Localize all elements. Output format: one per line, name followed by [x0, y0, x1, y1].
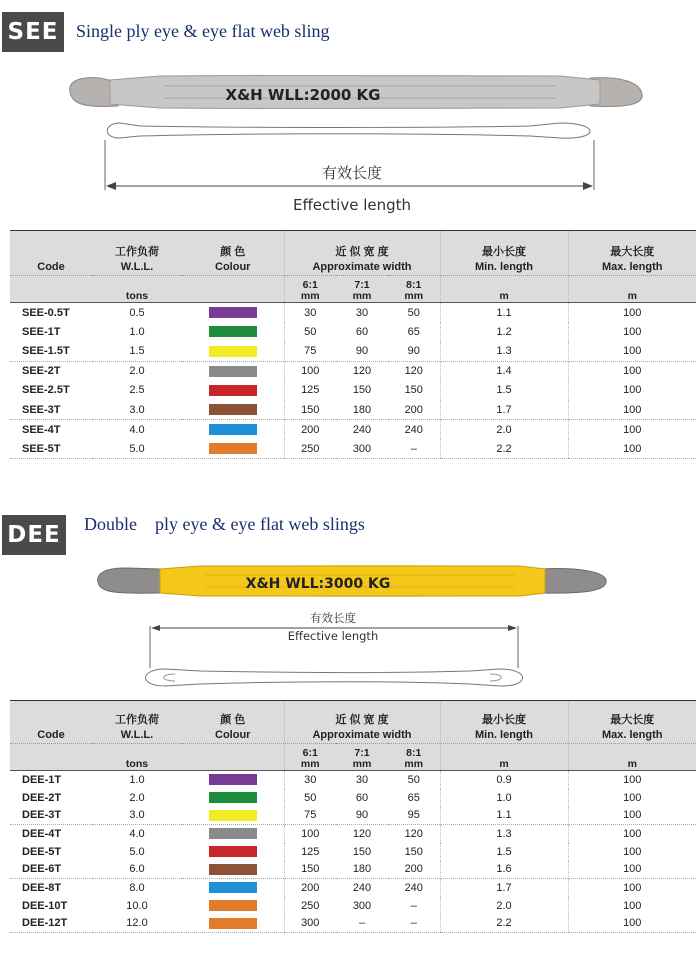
colour-cell: [182, 439, 284, 459]
min-length-cell: 1.3: [440, 825, 568, 843]
colour-swatch: [209, 443, 257, 454]
colour-swatch: [209, 424, 257, 435]
wll-cell: 3.0: [129, 809, 145, 822]
wll-cell: 1.0: [92, 771, 182, 789]
colour-swatch: [209, 792, 257, 803]
max-length-cell: 100: [568, 789, 696, 807]
colour-swatch: [209, 346, 257, 357]
header-width: 近 似 宽 度 Approximate width: [284, 701, 440, 744]
table-row: [10, 381, 696, 401]
max-length-cell: 100: [568, 439, 696, 459]
max-length-cell: 100: [568, 322, 696, 342]
width-7-1-cell: 90: [355, 809, 369, 822]
min-length-cell: 1.7: [440, 879, 568, 897]
ratio-7-1: 7:1 mm: [336, 276, 388, 303]
width-6-1-cell: 150: [284, 400, 336, 420]
code-cell: DEE-4T: [10, 825, 92, 843]
max-length-cell: 100: [568, 420, 696, 440]
see-length-cn: 有效长度: [321, 164, 383, 182]
code-cell: SEE-1.5T: [22, 345, 70, 357]
table-row: [10, 420, 696, 440]
code-cell: DEE-2T: [22, 791, 62, 804]
colour-cell: [182, 843, 284, 861]
width-8-1-cell: 240: [388, 420, 440, 440]
colour-swatch: [209, 864, 257, 875]
colour-cell: [182, 825, 284, 843]
width-8-1-cell: 150: [404, 845, 423, 858]
min-length-cell: 1.2: [440, 322, 568, 342]
min-length-cell: 1.6: [440, 861, 568, 879]
width-6-1-cell: 200: [284, 420, 336, 440]
dee-section: [0, 505, 700, 965]
max-length-cell: 100: [568, 361, 696, 381]
colour-cell: [182, 381, 284, 401]
dee-table-body: [10, 771, 696, 933]
wll-cell: 8.0: [92, 879, 182, 897]
dee-length-cn: 有效长度: [310, 611, 356, 625]
width-7-1-cell: 120: [336, 825, 388, 843]
min-length-cell: 0.9: [440, 771, 568, 789]
see-sling-label: X&H WLL:2000 KG: [225, 86, 381, 104]
ratio-8-1: 8:1 mm: [388, 744, 440, 771]
width-7-1-cell: 240: [336, 879, 388, 897]
colour-swatch: [209, 307, 257, 318]
colour-cell: [182, 771, 284, 789]
header-colour: 颜 色 Colour: [182, 701, 284, 744]
wll-cell: 4.0: [92, 825, 182, 843]
max-length-cell: 100: [568, 897, 696, 915]
width-8-1-cell: 120: [388, 361, 440, 381]
code-cell: DEE-6T: [22, 863, 62, 876]
wll-cell: 5.0: [129, 845, 145, 858]
width-7-1-cell: 60: [355, 791, 369, 804]
code-cell: SEE-3T: [22, 403, 61, 416]
width-6-1-cell: 150: [284, 861, 336, 879]
colour-swatch: [209, 810, 257, 821]
colour-cell: [182, 420, 284, 440]
width-7-1-cell: 240: [336, 420, 388, 440]
unit-tons: tons: [92, 276, 182, 303]
width-6-1-cell: 30: [284, 771, 336, 789]
width-8-1-cell: 150: [404, 384, 423, 397]
wll-cell: 1.0: [129, 325, 145, 338]
max-length-cell: 100: [568, 303, 696, 323]
dee-badge: DEE: [2, 515, 66, 555]
colour-swatch: [209, 900, 257, 911]
min-length-cell: 1.7: [440, 400, 568, 420]
header-colour: 颜 色 Colour: [182, 231, 284, 276]
width-8-1-cell: 65: [407, 325, 420, 338]
width-6-1-cell: 100: [284, 825, 336, 843]
header-code: Code: [10, 231, 92, 276]
code-cell: DEE-1T: [10, 771, 92, 789]
code-cell: SEE-1T: [22, 325, 61, 338]
colour-cell: [182, 897, 284, 915]
ratio-6-1: 6:1 mm: [284, 744, 336, 771]
table-row: [10, 825, 696, 843]
table-row: [10, 897, 696, 915]
table-row: [10, 843, 696, 861]
max-length-cell: 100: [568, 825, 696, 843]
min-length-cell: 1.0: [440, 789, 568, 807]
table-row: [10, 915, 696, 933]
table-row: [10, 342, 696, 362]
code-cell: DEE-12T: [10, 915, 92, 933]
max-length-cell: 100: [568, 807, 696, 825]
width-6-1-cell: 30: [284, 303, 336, 323]
unit-tons: tons: [92, 744, 182, 771]
width-6-1-cell: 125: [284, 381, 336, 401]
dee-sling-outline: [145, 669, 522, 686]
width-7-1-cell: 150: [352, 845, 372, 858]
width-8-1-cell: 90: [407, 345, 420, 357]
max-length-cell: 100: [568, 342, 696, 362]
code-cell: SEE-2T: [10, 361, 92, 381]
colour-swatch: [209, 774, 257, 785]
colour-cell: [182, 879, 284, 897]
min-length-cell: 2.0: [440, 420, 568, 440]
code-cell: SEE-5T: [10, 439, 92, 459]
unit-m-min: m: [440, 744, 568, 771]
width-7-1-cell: 180: [352, 863, 372, 876]
min-length-cell: 1.5: [440, 381, 568, 401]
colour-swatch: [209, 918, 257, 929]
colour-cell: [182, 361, 284, 381]
header-width: 近 似 宽 度 Approximate width: [284, 231, 440, 276]
max-length-cell: 100: [568, 381, 696, 401]
header-min-length: 最小长度 Min. length: [440, 701, 568, 744]
max-length-cell: 100: [568, 879, 696, 897]
min-length-cell: 2.0: [440, 897, 568, 915]
colour-swatch: [209, 846, 257, 857]
width-8-1-cell: 120: [388, 825, 440, 843]
ratio-6-1: 6:1 mm: [284, 276, 336, 303]
colour-swatch: [209, 366, 257, 377]
table-row: [10, 361, 696, 381]
wll-cell: 1.5: [129, 345, 145, 357]
wll-cell: 5.0: [92, 439, 182, 459]
header-min-length: 最小长度 Min. length: [440, 231, 568, 276]
wll-cell: 6.0: [129, 863, 145, 876]
table-row: [10, 439, 696, 459]
colour-cell: [182, 400, 284, 420]
colour-swatch: [209, 882, 257, 893]
dee-sling-label: X&H WLL:3000 KG: [245, 576, 391, 592]
width-7-1-cell: 90: [355, 345, 369, 357]
table-row: [10, 861, 696, 879]
code-cell: SEE-0.5T: [10, 303, 92, 323]
width-6-1-cell: 250: [284, 897, 336, 915]
max-length-cell: 100: [568, 915, 696, 933]
wll-cell: 4.0: [92, 420, 182, 440]
see-title: Single ply eye & eye flat web sling: [76, 21, 330, 41]
width-8-1-cell: 95: [407, 809, 420, 822]
colour-swatch: [209, 404, 257, 415]
table-row: [10, 771, 696, 789]
dee-sling-illustration: [0, 560, 700, 700]
width-8-1-cell: 50: [388, 771, 440, 789]
wll-cell: 3.0: [129, 403, 145, 416]
width-7-1-cell: 30: [336, 303, 388, 323]
min-length-cell: 1.1: [440, 807, 568, 825]
width-8-1-cell: 240: [388, 879, 440, 897]
min-length-cell: 1.5: [440, 843, 568, 861]
width-6-1-cell: 50: [284, 322, 336, 342]
width-7-1-cell: 60: [355, 325, 369, 338]
width-7-1-cell: 120: [336, 361, 388, 381]
ratio-8-1: 8:1 mm: [388, 276, 440, 303]
code-cell: DEE-3T: [22, 809, 62, 822]
dee-length-en: Effective length: [287, 629, 379, 643]
ratio-7-1: 7:1 mm: [336, 744, 388, 771]
colour-cell: [182, 789, 284, 807]
colour-swatch: [209, 385, 257, 396]
unit-m-max: m: [568, 744, 696, 771]
min-length-cell: 2.2: [440, 439, 568, 459]
code-cell: SEE-2.5T: [22, 384, 70, 397]
width-8-1-cell: –: [388, 439, 440, 459]
width-6-1-cell: 200: [284, 879, 336, 897]
width-7-1-cell: 150: [352, 384, 372, 397]
header-max-length: 最大长度 Max. length: [568, 231, 696, 276]
table-row: [10, 303, 696, 323]
header-max-length: 最大长度 Max. length: [568, 701, 696, 744]
width-7-1-cell: 300: [336, 439, 388, 459]
see-sling-outline: [107, 123, 590, 138]
min-length-cell: 2.2: [440, 915, 568, 933]
code-cell: SEE-4T: [10, 420, 92, 440]
table-row: [10, 322, 696, 342]
width-7-1-cell: 300: [352, 899, 372, 912]
width-7-1-cell: –: [336, 915, 388, 933]
width-6-1-cell: 250: [284, 439, 336, 459]
colour-cell: [182, 807, 284, 825]
code-cell: DEE-5T: [22, 845, 62, 858]
width-8-1-cell: –: [410, 899, 417, 912]
width-8-1-cell: 200: [404, 403, 423, 416]
see-badge: SEE: [2, 12, 64, 52]
width-6-1-cell: 75: [284, 342, 336, 362]
wll-cell: 2.0: [129, 791, 145, 804]
width-8-1-cell: –: [388, 915, 440, 933]
max-length-cell: 100: [568, 400, 696, 420]
colour-cell: [182, 303, 284, 323]
code-cell: DEE-8T: [10, 879, 92, 897]
table-row: [10, 400, 696, 420]
min-length-cell: 1.3: [440, 342, 568, 362]
wll-cell: 12.0: [92, 915, 182, 933]
table-row: [10, 879, 696, 897]
see-spec-table: [10, 230, 696, 459]
colour-swatch: [209, 828, 257, 839]
min-length-cell: 1.4: [440, 361, 568, 381]
colour-cell: [182, 342, 284, 362]
dee-sling-right-eye: [540, 569, 606, 594]
unit-m-min: m: [440, 276, 568, 303]
table-row: [10, 789, 696, 807]
see-table-body: [10, 303, 696, 459]
min-length-cell: 1.1: [440, 303, 568, 323]
wll-cell: 2.0: [92, 361, 182, 381]
max-length-cell: 100: [568, 771, 696, 789]
width-8-1-cell: 50: [388, 303, 440, 323]
width-6-1-cell: 75: [284, 807, 336, 825]
wll-cell: 0.5: [92, 303, 182, 323]
see-length-en: Effective length: [292, 196, 412, 214]
max-length-cell: 100: [568, 843, 696, 861]
colour-cell: [182, 915, 284, 933]
width-8-1-cell: 65: [407, 791, 420, 804]
colour-cell: [182, 322, 284, 342]
unit-m-max: m: [568, 276, 696, 303]
dee-spec-table: [10, 700, 696, 933]
header-wll: 工作负荷 W.L.L.: [92, 231, 182, 276]
dee-sling-left-eye: [98, 568, 160, 593]
width-6-1-cell: 125: [284, 843, 336, 861]
header-code: Code: [10, 701, 92, 744]
dee-title: Double ply eye & eye flat web slings: [84, 514, 365, 534]
width-8-1-cell: 200: [404, 863, 423, 876]
width-7-1-cell: 180: [352, 403, 372, 416]
code-cell: DEE-10T: [22, 899, 68, 912]
colour-cell: [182, 861, 284, 879]
width-6-1-cell: 50: [284, 789, 336, 807]
wll-cell: 10.0: [126, 899, 148, 912]
max-length-cell: 100: [568, 861, 696, 879]
width-6-1-cell: 100: [284, 361, 336, 381]
colour-swatch: [209, 326, 257, 337]
see-section: [0, 0, 700, 470]
header-wll: 工作负荷 W.L.L.: [92, 701, 182, 744]
width-7-1-cell: 30: [336, 771, 388, 789]
see-sling-illustration: [0, 60, 700, 225]
table-row: [10, 807, 696, 825]
width-6-1-cell: 300: [284, 915, 336, 933]
wll-cell: 2.5: [129, 384, 145, 397]
